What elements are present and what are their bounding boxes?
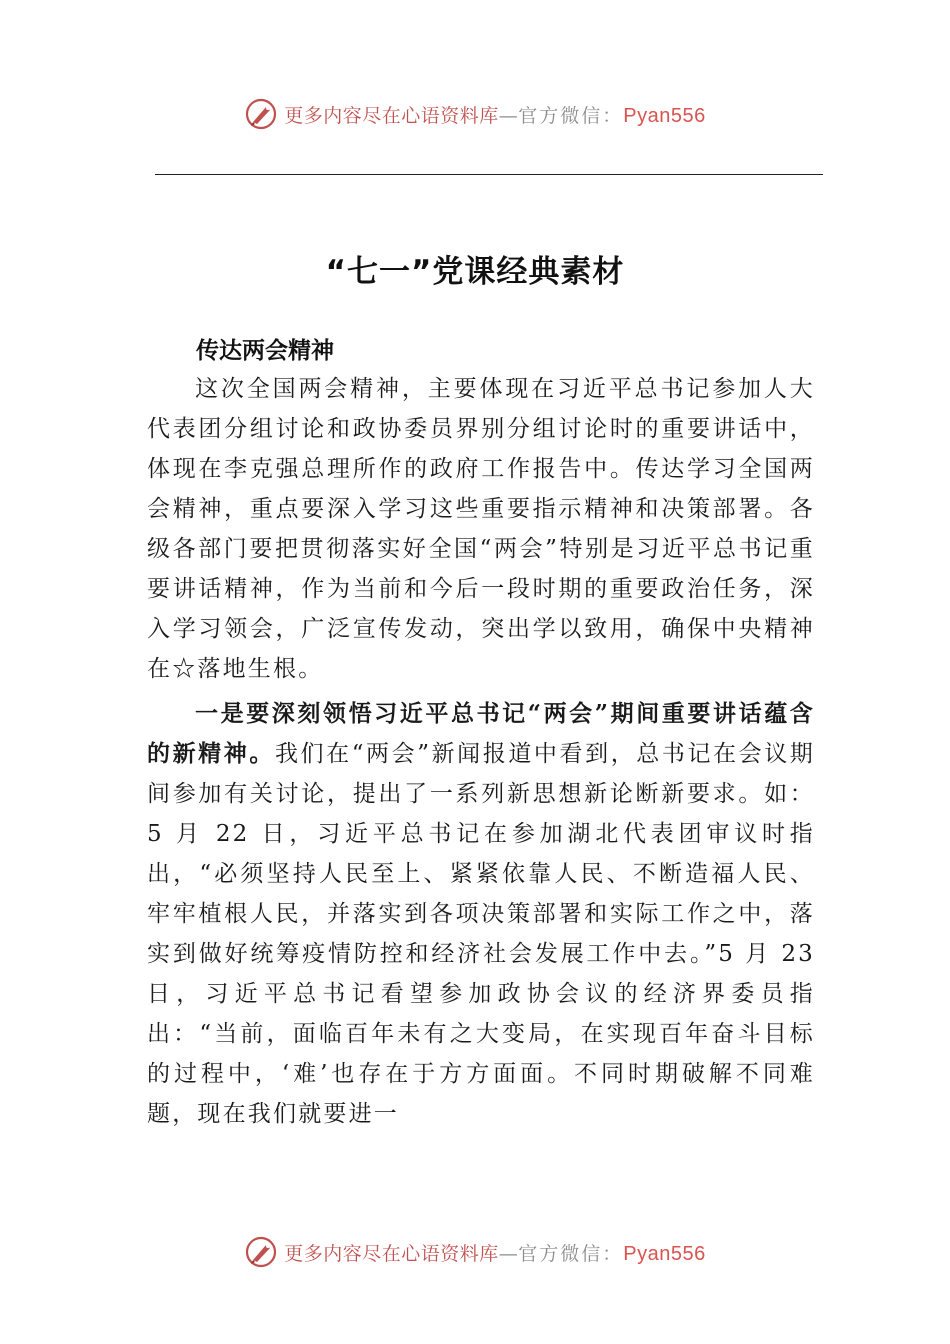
paragraph-2-body: 我们在“两会”新闻报道中看到，总书记在会议期间参加有关讨论，提出了一系列新思想新论断新要求。如：5 月 22 日，习近平总书记在参加湖北代表团审议时指出，“必须坚持人民至上、紧紧依靠人民、不断造福人民、牢牢植根人民，并落实到各项决策部署和实际工作之中，落实到做好统筹疫情防控和经济社会发展工作中去。”5 月 23 日，习近平总书记看望参加政协会议的经济界委员指出：“当前，面临百年未有之大变局，在实现百年奋斗目标的过程中，‘难’也存在于方方面面。不同时期破解不同难题，现在我们就要进一 — [147, 741, 816, 1127]
pen-logo-icon — [244, 97, 278, 131]
banner-wechat-id: Pyan556 — [623, 1242, 706, 1265]
banner-wechat-label: 官方微信： — [518, 104, 624, 127]
section-heading: 传达两会精神 — [196, 338, 334, 364]
footer-banner — [0, 1232, 950, 1272]
banner-text — [284, 101, 706, 128]
banner-separator: — — [498, 104, 519, 127]
banner-wechat-id: Pyan556 — [623, 104, 706, 127]
pen-logo-icon — [244, 1235, 278, 1269]
banner-text — [284, 1239, 706, 1266]
page-title: “七一”党课经典素材 — [325, 254, 625, 290]
banner-wechat-label: 官方微信： — [518, 1242, 624, 1265]
paragraph-2 — [147, 694, 815, 1134]
paragraph-1: 这次全国两会精神，主要体现在习近平总书记参加人大代表团分组讨论和政协委员界别分组讨论时的重要讲话中，体现在李克强总理所作的政府工作报告中。传达学习全国两会精神，重点要深入学习这些重要指示精神和决策部署。各级各部门要把贯彻落实好全国“两会”特别是习近平总书记重要讲话精神，作为当前和今后一段时期的重要政治任务，深入学习领会，广泛宣传发动，突出学以致用，确保中央精神在☆落地生根。 — [147, 376, 815, 682]
paragraph-2-lead: 一是要深刻领悟习近平总书记“两会”期间重要讲话蕴含的新精神。 — [147, 700, 815, 767]
header-divider — [155, 174, 823, 175]
banner-slogan: 更多内容尽在心语资料库 — [284, 104, 499, 127]
banner-slogan: 更多内容尽在心语资料库 — [284, 1242, 499, 1265]
header-banner — [0, 94, 950, 134]
banner-separator: — — [498, 1242, 519, 1265]
